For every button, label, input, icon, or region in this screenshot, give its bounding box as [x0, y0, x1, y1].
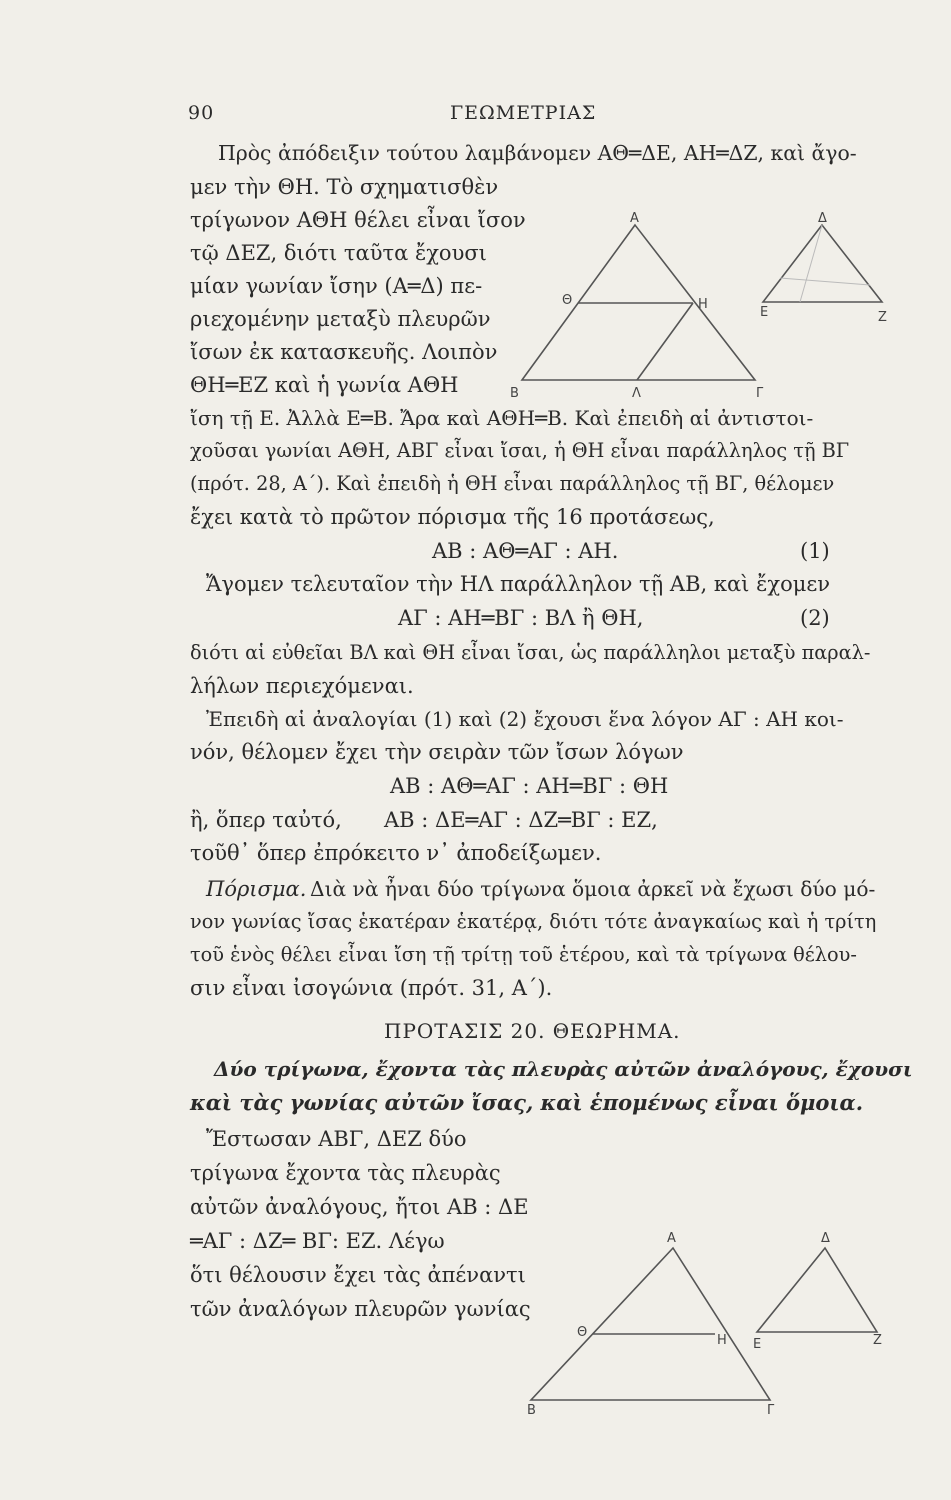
- proposition-title: ΠΡΟΤΑΣΙΣ 20. ΘΕΩΡΗΜΑ.: [384, 1019, 681, 1043]
- text-line: ═ΑΓ : ΔΖ═ ΒΓ: ΕΖ. Λέγω: [190, 1229, 445, 1253]
- label: Λ: [632, 386, 641, 401]
- text-line: νον γωνίας ἴσας ἑκατέραν ἑκατέρᾳ, διότι τότε ἀναγκαίως καὶ ἡ τρίτη: [190, 910, 877, 933]
- text-line: ἴση τῇ Ε. Ἀλλὰ Ε═Β. Ἄρα καὶ ΑΘΗ═Β. Καὶ ἐπειδὴ αἱ ἀντιστοι-: [190, 406, 814, 430]
- running-title: ΓΕΩΜΕΤΡΙΑΣ: [450, 102, 597, 124]
- triangle-dez: [757, 1248, 877, 1332]
- text-line: σιν εἶναι ἰσογώνια (πρότ. 31, Α΄).: [190, 976, 553, 1000]
- text-line: τῷ ΔΕΖ, διότι ταῦτα ἔχουσι: [190, 241, 487, 265]
- label: Α: [667, 1231, 676, 1246]
- text-line: τρίγωνον ΑΘΗ θέλει εἶναι ἴσον: [190, 208, 526, 232]
- equation-ratio-chain: ΑΒ : ΑΘ═ΑΓ : ΑΗ═ΒΓ : ΘΗ: [390, 774, 669, 798]
- triangle-dez: [763, 225, 882, 302]
- theorem-statement: καὶ τὰς γωνίας αὐτῶν ἴσας, καὶ ἑπομένως εἶναι ὅμοια.: [190, 1090, 864, 1115]
- label: Ε: [753, 1337, 762, 1352]
- text-line: ἢ, ὅπερ ταὐτό,: [190, 808, 342, 832]
- equation-result: ΑΒ : ΔΕ═ΑΓ : ΔΖ═ΒΓ : ΕΖ,: [384, 808, 658, 832]
- text-line: αὐτῶν ἀναλόγους, ἤτοι ΑΒ : ΔΕ: [190, 1195, 529, 1219]
- text-line: ἔχει κατὰ τὸ πρῶτον πόρισμα τῆς 16 προτάσεως,: [190, 505, 715, 529]
- text-line: ΘΗ═ΕΖ καὶ ἡ γωνία ΑΘΗ: [190, 373, 459, 397]
- label: Θ: [562, 293, 573, 308]
- figure-triangles-1: [500, 200, 910, 410]
- text-line: (πρότ. 28, Α΄). Καὶ ἐπειδὴ ἡ ΘΗ εἶναι παράλληλος τῇ ΒΓ, θέλομεν: [190, 472, 835, 495]
- figure-triangles-2: [515, 1220, 915, 1420]
- label: Β: [510, 386, 519, 401]
- text-line: μεν τὴν ΘΗ. Τὸ σχηματισθὲν: [190, 175, 499, 199]
- text-line: λήλων περιεχόμεναι.: [190, 674, 414, 698]
- corollary-heading: Πόρισμα.: [206, 877, 307, 901]
- text-line: χοῦσαι γωνίαι ΑΘΗ, ΑΒΓ εἶναι ἴσαι, ἡ ΘΗ εἶναι παράλληλος τῇ ΒΓ: [190, 439, 850, 462]
- equation-1: ΑΒ : ΑΘ═ΑΓ : ΑΗ.: [432, 539, 619, 563]
- text-line: τοῦ ἑνὸς θέλει εἶναι ἴση τῇ τρίτῃ τοῦ ἑτέρου, καὶ τὰ τρίγωνα θέλου-: [190, 943, 857, 966]
- label: Ε: [760, 305, 769, 320]
- equation-number-2: (2): [800, 606, 830, 630]
- text-line: τῶν ἀναλόγων πλευρῶν γωνίας: [190, 1297, 531, 1321]
- label: Δ: [818, 211, 827, 226]
- text-line: μίαν γωνίαν ἴσην (Α═Δ) πε-: [190, 274, 483, 298]
- equation-2: ΑΓ : ΑΗ═ΒΓ : ΒΛ ἢ ΘΗ,: [398, 606, 644, 630]
- text-line: Ἐπειδὴ αἱ ἀναλογίαι (1) καὶ (2) ἔχουσι ἕνα λόγον ΑΓ : ΑΗ κοι-: [206, 707, 844, 731]
- text-line: Ἔστωσαν ΑΒΓ, ΔΕΖ δύο: [206, 1127, 467, 1151]
- text-line: νόν, θέλομεν ἔχει τὴν σειρὰν τῶν ἴσων λόγων: [190, 740, 684, 764]
- label: Ζ: [873, 1333, 882, 1348]
- text-line: Πρὸς ἀπόδειξιν τούτου λαμβάνομεν ΑΘ═ΔΕ, ΑΗ═ΔΖ, καὶ ἄγο-: [218, 141, 857, 165]
- text-line: ἴσων ἐκ κατασκευῆς. Λοιπὸν: [190, 340, 498, 364]
- page-number: 90: [188, 102, 215, 124]
- equation-number-1: (1): [800, 539, 830, 563]
- text-line: ριεχομένην μεταξὺ πλευρῶν: [190, 307, 491, 331]
- label: Η: [717, 1333, 727, 1348]
- label: Γ: [767, 1403, 775, 1418]
- text-line: τοῦθ᾽ ὅπερ ἐπρόκειτο ν᾽ ἀποδείξωμεν.: [190, 841, 602, 865]
- label: Β: [527, 1403, 536, 1418]
- label: Η: [698, 297, 708, 312]
- construction-line: [780, 278, 870, 285]
- theorem-statement: Δύο τρίγωνα, ἔχοντα τὰς πλευρὰς αὐτῶν ἀναλόγους, ἔχουσι: [214, 1057, 913, 1081]
- text-line: Ἄγομεν τελευταῖον τὴν ΗΛ παράλληλον τῇ ΑΒ, καὶ ἔχομεν: [206, 572, 831, 596]
- construction-line: [800, 225, 822, 302]
- label: Α: [630, 211, 639, 226]
- text-line: Διὰ νὰ ἦναι δύο τρίγωνα ὅμοια ἀρκεῖ νὰ ἔχωσι δύο μό-: [310, 877, 876, 901]
- label: Θ: [577, 1325, 588, 1340]
- text-line: ὅτι θέλουσιν ἔχει τὰς ἀπέναντι: [190, 1263, 526, 1287]
- segment-eta-lambda: [637, 303, 693, 380]
- label: Δ: [821, 1231, 830, 1246]
- label: Γ: [756, 386, 764, 401]
- label: Ζ: [878, 310, 887, 325]
- triangle-abg: [531, 1248, 770, 1400]
- text-line: διότι αἱ εὐθεῖαι ΒΛ καὶ ΘΗ εἶναι ἴσαι, ὡς παράλληλοι μεταξὺ παραλ-: [190, 641, 871, 664]
- text-line: τρίγωνα ἔχοντα τὰς πλευρὰς: [190, 1161, 501, 1185]
